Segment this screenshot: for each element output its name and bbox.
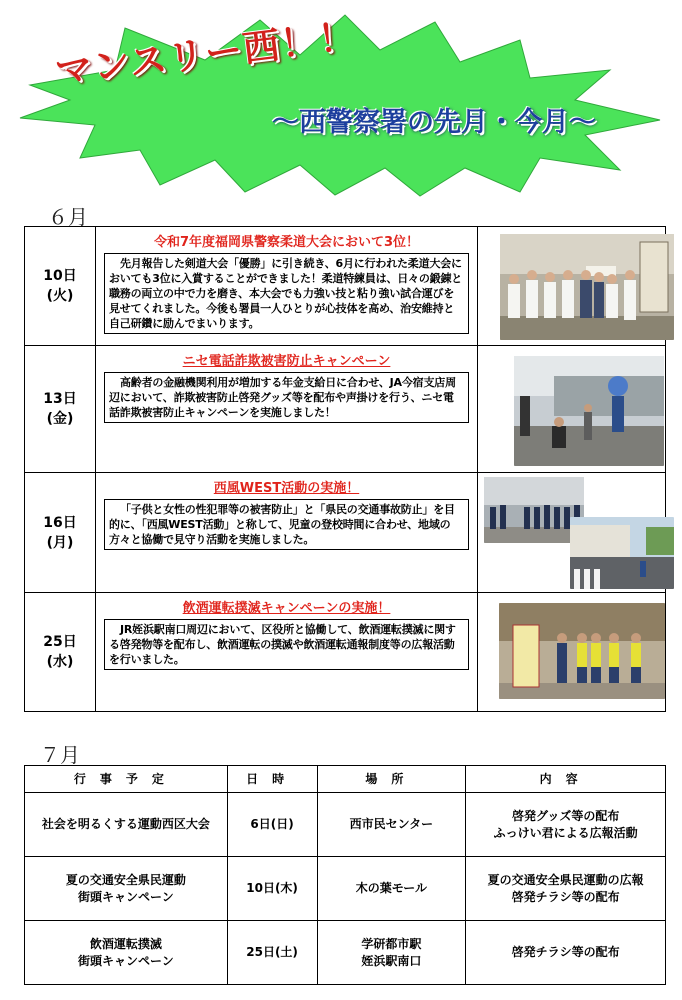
event-description: 「子供と女性の性犯罪等の被害防止」と「県民の交通事故防止」を目的に、「西風WEST活動」と称して、児童の登校時間に合わせ、地域の方々と協働で見守り活動を実施しました。: [104, 499, 469, 550]
event-photo-cell: [478, 593, 665, 711]
event-title: 飲酒運転撲滅キャンペーンの実施！: [182, 601, 391, 616]
column-header-place: 場所: [317, 766, 466, 793]
table-row: [25, 921, 666, 985]
table-header-row: [25, 766, 666, 793]
table-row: [25, 227, 665, 345]
school-crosswalk-photo: [570, 517, 674, 589]
event-title: 西風WEST活動の実施！: [213, 481, 360, 496]
column-header-event: 行事予定: [25, 766, 228, 793]
event-day: 10日: [43, 268, 77, 284]
event-day: 16日: [43, 514, 77, 531]
morning-assembly-photo: [484, 477, 584, 543]
event-weekday: (水): [46, 654, 74, 670]
cell-event: 飲酒運転撲滅 街頭キャンペーン: [25, 921, 228, 985]
event-photo-cell: [478, 227, 665, 345]
cell-event: 夏の交通安全県民運動 街頭キャンペーン: [25, 857, 228, 921]
fraud-campaign-photo: [514, 356, 664, 466]
event-content: [96, 346, 478, 472]
cell-date: 10日(木): [227, 857, 317, 921]
cell-date: 6日(日): [227, 793, 317, 857]
event-date: [25, 227, 96, 345]
event-description: 先月報告した剣道大会「優勝」に引き続き、6月に行われた柔道大会においても3位に入賞することができました！柔道特練員は、日々の鍛錬と職務の両立の中で力を磨き、本大会でも力強い技と粘り強い試合運びを見せてくれました。今後も署員一人ひとりが心技体を高め、治安維持と自己研鑽に励んでまいります。: [104, 253, 469, 334]
july-schedule-table: [24, 765, 666, 985]
table-row: [25, 345, 665, 472]
table-row: [25, 472, 665, 592]
event-weekday: (金): [46, 411, 74, 427]
column-header-date: 日時: [227, 766, 317, 793]
event-title: ニセ電話詐欺被害防止キャンペーン: [182, 354, 391, 369]
event-date: [25, 593, 96, 711]
event-day: 13日: [43, 391, 77, 407]
page-title: マンスリー西！！: [52, 14, 359, 94]
cell-content: 啓発チラシ等の配布: [466, 921, 666, 985]
event-title: 令和7年度福岡県警察柔道大会において3位！: [153, 235, 420, 250]
page-subtitle: ～西警察署の先月・今月～: [272, 107, 596, 138]
event-photo-cell: [478, 473, 665, 592]
table-row: [25, 857, 666, 921]
cell-date: 25日(土): [227, 921, 317, 985]
event-content: [96, 593, 478, 711]
cell-content: 啓発グッズ等の配布 ふっけい君による広報活動: [466, 793, 666, 857]
table-row: [25, 592, 665, 711]
event-content: [96, 473, 478, 592]
event-description: JR姪浜駅南口周辺において、区役所と協働して、飲酒運転撲滅に関する啓発物等を配布し、飲酒運転の撲滅や飲酒運転通報制度等の広報活動を行いました。: [104, 619, 469, 670]
event-description: 高齢者の金融機関利用が増加する年金支給日に合わせ、JA今宿支店周辺において、詐欺被害防止啓発グッズ等を配布や声掛けを行う、ニセ電話詐欺被害防止キャンペーンを実施しました！: [104, 372, 469, 423]
column-header-content: 内容: [466, 766, 666, 793]
event-weekday: (火): [46, 288, 74, 304]
event-date: [25, 346, 96, 472]
event-weekday: (月): [46, 534, 74, 551]
cell-place: 西市民センター: [317, 793, 466, 857]
table-row: [25, 793, 666, 857]
cell-event: 社会を明るくする運動西区大会: [25, 793, 228, 857]
june-events-table: [24, 226, 666, 712]
july-heading: ７月: [40, 743, 80, 767]
event-photo-cell: [478, 346, 665, 472]
event-day: 25日: [43, 634, 77, 650]
cell-place: 学研都市駅 姪浜駅南口: [317, 921, 466, 985]
judo-team-photo: [500, 234, 674, 340]
event-date: [25, 473, 96, 592]
event-content: [96, 227, 478, 345]
june-heading: ６月: [48, 205, 88, 229]
drunk-driving-campaign-photo: [499, 603, 665, 699]
cell-place: 木の葉モール: [317, 857, 466, 921]
cell-content: 夏の交通安全県民運動の広報 啓発チラシ等の配布: [466, 857, 666, 921]
